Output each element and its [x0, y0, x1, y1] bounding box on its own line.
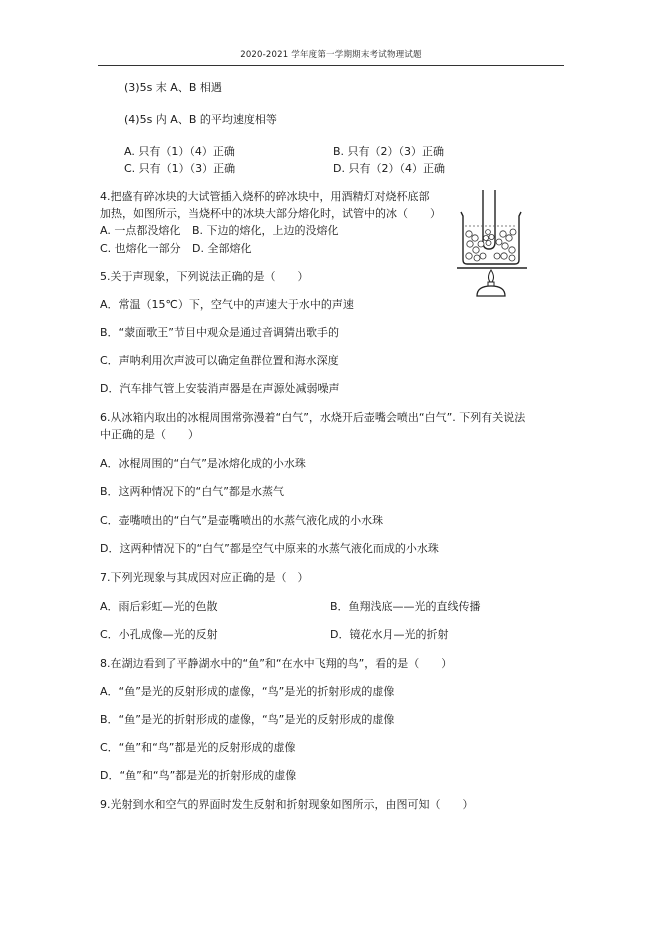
ice-chunk	[483, 235, 488, 240]
q3-option-c: C. 只有（1）（3）正确	[124, 162, 236, 175]
q4-stem-line-1: 4.把盛有碎冰块的大试管插入烧杯的碎冰块中，用酒精灯对烧杯底部	[100, 190, 430, 203]
ice-chunk	[489, 234, 494, 239]
beaker-lamp-illustration	[455, 186, 531, 298]
q4-stem-line-2: 加热，如图所示，当烧杯中的冰块大部分熔化时，试管中的冰（ ）	[100, 207, 441, 220]
page-header-title: 2020-2021 学年度第一学期期末考试物理试题	[240, 50, 422, 60]
q5-option-b: B．“蒙面歌王”节目中观众是通过音调猜出歌手的	[100, 326, 339, 339]
flame-shape	[489, 270, 494, 283]
q8-option-c: C．“鱼”和“鸟”都是光的反射形成的虚像	[100, 741, 296, 754]
q3-option-b: B. 只有（2）（3）正确	[333, 145, 445, 158]
q6-stem-line-1: 6.从冰箱内取出的冰棍周围常弥漫着“白气”，水烧开后壶嘴会喷出“白气”. 下列有关说法	[100, 411, 526, 424]
q6-stem-line-2: 中正确的是（ ）	[100, 428, 199, 441]
beaker-ice	[466, 229, 516, 261]
q9-stem: 9.光射到水和空气的界面时发生反射和折射现象如图所示，由图可知（ ）	[100, 798, 474, 811]
q4-figure-beaker-lamp	[455, 186, 531, 302]
q4-option-b: B. 下边的熔化，上边的没熔化	[192, 224, 339, 237]
q4-option-c: C. 也熔化一部分	[100, 242, 181, 255]
q7-option-d: D．镜花水月—光的折射	[330, 628, 449, 641]
q6-option-a: A．冰棍周围的“白气”是冰熔化成的小水珠	[100, 457, 306, 470]
ice-chunk	[486, 230, 491, 235]
q5-option-c: C．声呐利用次声波可以确定鱼群位置和海水深度	[100, 354, 339, 367]
q5-option-d: D．汽车排气管上安装消声器是在声源处减弱噪声	[100, 382, 340, 395]
q3-statement-4: (4)5s 内 A、B 的平均速度相等	[124, 113, 277, 126]
q6-option-b: B．这两种情况下的“白气”都是水蒸气	[100, 485, 284, 498]
q4-option-a: A. 一点都没熔化	[100, 224, 181, 237]
header-divider	[98, 65, 564, 66]
q7-option-b: B．鱼翔浅底——光的直线传播	[330, 600, 481, 613]
q7-option-a: A．雨后彩虹—光的色散	[100, 600, 218, 613]
q3-option-a: A. 只有（1）（4）正确	[124, 145, 235, 158]
ice-chunk	[486, 241, 491, 246]
q8-option-d: D．“鱼”和“鸟”都是光的折射形成的虚像	[100, 769, 297, 782]
q8-option-b: B．“鱼”是光的折射形成的虚像，“鸟”是光的反射形成的虚像	[100, 713, 395, 726]
q8-stem: 8.在湖边看到了平静湖水中的“鱼”和“在水中飞翔的鸟”，看的是（ ）	[100, 657, 453, 670]
alcohol-lamp-body	[477, 286, 505, 296]
q6-option-d: D．这两种情况下的“白气”都是空气中原来的水蒸气液化而成的小水珠	[100, 542, 439, 555]
q3-statement-3: (3)5s 末 A、B 相遇	[124, 81, 222, 94]
q7-option-c: C．小孔成像—光的反射	[100, 628, 218, 641]
q8-option-a: A．“鱼”是光的反射形成的虚像，“鸟”是光的折射形成的虚像	[100, 685, 395, 698]
q5-stem: 5.关于声现象，下列说法正确的是（ ）	[100, 270, 309, 283]
q6-option-c: C．壶嘴喷出的“白气”是壶嘴喷出的水蒸气液化成的小水珠	[100, 514, 384, 527]
q7-stem: 7.下列光现象与其成因对应正确的是（ ）	[100, 571, 309, 584]
q3-option-d: D. 只有（2）（4）正确	[333, 162, 445, 175]
q4-option-d: D. 全部熔化	[192, 242, 252, 255]
q5-option-a: A．常温（15℃）下，空气中的声速大于水中的声速	[100, 298, 354, 311]
